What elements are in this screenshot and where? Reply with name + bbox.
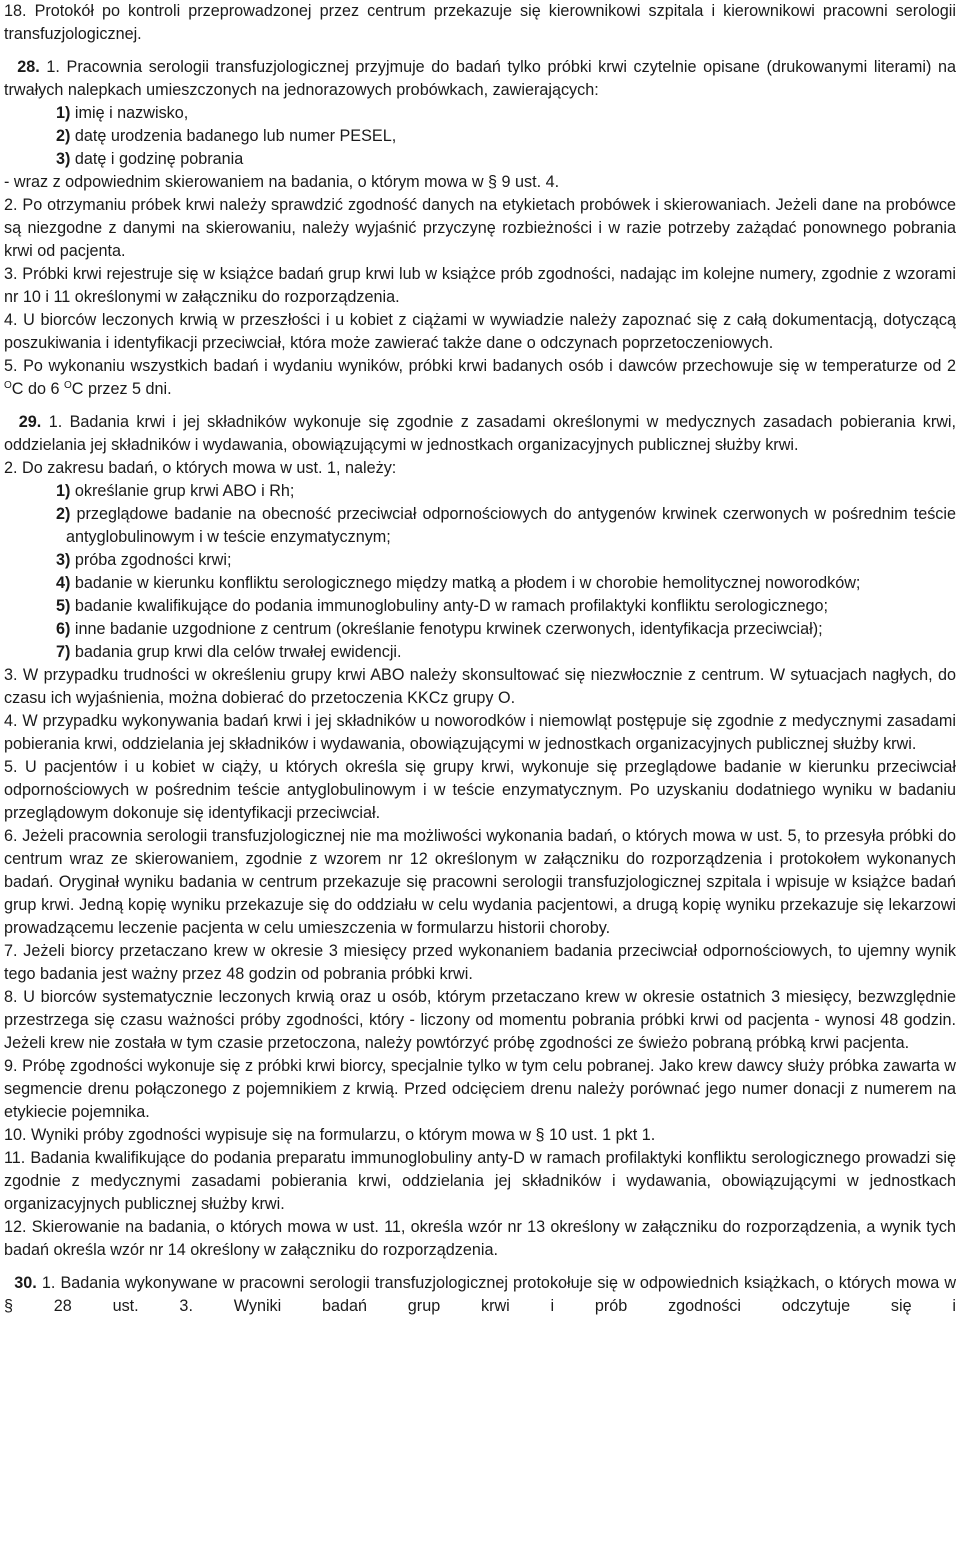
list-item xyxy=(4,102,956,125)
ust-tail: - wraz z odpowiednim skierowaniem na badania, o którym mowa w § 9 ust. 4. xyxy=(4,173,560,191)
section-30 xyxy=(4,1272,956,1318)
section-29-ust-5: 5. U pacjentów i u kobiet w ciąży, u których określa się grupy krwi, wykonuje się przeglądowe badanie w kierunku przeciwciał odpornościowych w pośrednim teście antyglobulinowym i w teście enzymatycznym. Po uzyskaniu dodatniego wyniku w badaniu przeglądowym dokonuje się identyfikacji przeciwciał. xyxy=(4,758,956,822)
list-item-text: badania grup krwi dla celów trwałej ewidencji. xyxy=(74,643,402,661)
list-item-number: 2) xyxy=(56,127,71,145)
paragraph-18 xyxy=(4,0,956,46)
list-item xyxy=(4,618,956,641)
ust-text: C przez 5 dni. xyxy=(71,380,172,398)
list-item xyxy=(4,503,956,549)
list-item-text: badanie kwalifikujące do podania immunoglobuliny anty-D w ramach profilaktyki konfliktu serologicznego; xyxy=(74,597,829,615)
degree-sup: O xyxy=(4,380,12,391)
ust-text: 5. Po wykonaniu wszystkich badań i wydaniu wyników, próbki krwi badanych osób i dawców przechowuje się w temperaturze od 2 xyxy=(4,357,956,375)
section-29-ust-11: 11. Badania kwalifikujące do podania preparatu immunoglobuliny anty-D w ramach profilaktyki konfliktu serologicznego prowadzi się zgodnie z medycznymi zasadami pobierania krwi, oddzielania jej składników i wydawania, obowiązującymi w jednostkach organizacyjnych publicznej służby krwi. xyxy=(4,1149,956,1213)
section-28-ust-4: 4. U biorców leczonych krwią w przeszłości i u kobiet z ciążami w wywiadzie należy zapoznać się z całą dokumentacją, dotyczącą poszukiwania i identyfikacji przeciwciał, która może zawierać także dane o odczynach poprzetoczeniowych. xyxy=(4,311,956,352)
section-28-ust-2: 2. Po otrzymaniu próbek krwi należy sprawdzić zgodność danych na etykietach probówek i skierowaniach. Jeżeli dane na probówce są niezgodne z danymi na skierowaniu, należy wyjaśnić przyczynę rozbieżności i w razie potrzeby zażądać ponownego pobrania krwi od pacjenta. xyxy=(4,196,956,260)
list-item-text: badanie w kierunku konfliktu serologicznego między matką a płodem i w chorobie hemolitycznej noworodków; xyxy=(74,574,861,592)
list-item-number: 3) xyxy=(56,551,71,569)
section-29-ust-12: 12. Skierowanie na badania, o których mowa w ust. 11, określa wzór nr 13 określony w załączniku do rozporządzenia, a wynik tych badań określa wzór nr 14 określony w załączniku do rozporządzenia. xyxy=(4,1218,956,1259)
section-text: Protokół po kontroli przeprowadzonej przez centrum przekazuje się kierownikowi szpitala i kierownikowi pracowni serologii transfuzjologicznej. xyxy=(4,2,956,43)
section-29-ust-2: 2. Do zakresu badań, o których mowa w ust. 1, należy: xyxy=(4,459,397,477)
section-28-ust-1 xyxy=(4,56,956,102)
list-item-text: datę i godzinę pobrania xyxy=(74,150,244,168)
ust-number: 1. xyxy=(41,1274,56,1292)
section-number: 28. xyxy=(17,58,40,76)
ust-number: 1. xyxy=(48,413,63,431)
section-number: 30. xyxy=(14,1274,37,1292)
list-item-number: 1) xyxy=(56,482,71,500)
section-28-ust-3: 3. Próbki krwi rejestruje się w książce badań grup krwi lub w książce prób zgodności, nadając im kolejne numery, zgodnie z wzorami nr 10 i 11 określonymi w załączniku do rozporządzenia. xyxy=(4,265,956,306)
list-item-text: datę urodzenia badanego lub numer PESEL, xyxy=(74,127,397,145)
degree-sup: O xyxy=(63,380,72,391)
section-29 xyxy=(4,411,956,1262)
list-item xyxy=(4,595,956,618)
list-item-number: 2) xyxy=(56,505,71,523)
section-29-ust-8: 8. U biorców systematycznie leczonych krwią oraz u osób, którym przetaczano krew w okresie ostatnich 3 miesięcy, bezwzględnie przestrzega się czasu ważności próby zgodności, który - liczony od momentu pobrania próbki krwi od pacjenta - wynosi 48 godzin. Jeżeli krew nie została w tym czasie przetoczona, należy powtórzyć próbę zgodności ze świeżo pobraną próbką krwi pacjenta. xyxy=(4,988,956,1052)
list-item-text: imię i nazwisko, xyxy=(74,104,189,122)
ust-text: C do 6 xyxy=(11,380,60,398)
list-item-number: 6) xyxy=(56,620,71,638)
ust-text: Pracownia serologii transfuzjologicznej przyjmuje do badań tylko próbki krwi czytelnie opisane (drukowanymi literami) na trwałych nalepkach umieszczonych na jednorazowych probówkach, zawierających: xyxy=(4,58,957,99)
ust-text: Badania wykonywane w pracowni serologii transfuzjologicznej protokołuje się w odpowiednich książkach, o których mowa w § 28 ust. 3. Wyniki badań grup krwi i prób zgodności odczytuje się i xyxy=(4,1274,957,1315)
section-29-ust-4: 4. W przypadku wykonywania badań krwi i jej składników u noworodków i niemowląt postępuje się zgodnie z medycznymi zasadami pobierania krwi, oddzielania jej składników i wydawania, obowiązującymi w jednostkach organizacyjnych publicznej służby krwi. xyxy=(4,712,956,753)
section-29-ust-6: 6. Jeżeli pracownia serologii transfuzjologicznej nie ma możliwości wykonania badań, o których mowa w ust. 5, to przesyła próbki do centrum wraz ze skierowaniem, zgodnie z wzorem nr 12 określonym w załączniku do rozporządzenia i protokołem wykonanych badań. Oryginał wyniku badania w centrum przekazuje się pracowni serologii transfuzjologicznej szpitala i wpisuje w książce badań grup krwi. Jedną kopię wyniku przekazuje się do oddziału w celu wydania pacjentowi, a drugą kopię wyniku przekazuje się lekarzowi prowadzącemu leczenie pacjenta w celu umieszczenia w formularzu historii choroby. xyxy=(4,827,956,937)
ust-number: 1. xyxy=(46,58,60,76)
list-item-number: 1) xyxy=(56,104,71,122)
list-item-number: 5) xyxy=(56,597,71,615)
list-item xyxy=(4,125,956,148)
list-item xyxy=(4,480,956,503)
list-item-number: 4) xyxy=(56,574,71,592)
list-item xyxy=(4,572,956,595)
section-number: 29. xyxy=(18,413,42,431)
list-item-text: inne badanie uzgodnione z centrum (określanie fenotypu krwinek czerwonych, identyfikacja przeciwciał); xyxy=(74,620,823,638)
list-item-text: przeglądowe badanie na obecność przeciwciał odpornościowych do antygenów krwinek czerwonych w pośrednim teście antyglobulinowym i w teście enzymatycznym; xyxy=(66,505,956,546)
section-29-ust-10: 10. Wyniki próby zgodności wypisuje się na formularzu, o którym mowa w § 10 ust. 1 pkt 1. xyxy=(4,1126,656,1144)
list-item-number: 7) xyxy=(56,643,71,661)
list-item-number: 3) xyxy=(56,150,71,168)
section-28 xyxy=(4,56,956,401)
section-29-ust-1 xyxy=(4,411,956,457)
section-number: 18. xyxy=(4,2,27,20)
section-29-ust-9: 9. Próbę zgodności wykonuje się z próbki krwi biorcy, specjalnie tylko w tym celu pobranej. Jako krew dawcy służy próbka zawarta w segmencie drenu połączonego z pojemnikiem z krwią. Przed odcięciem drenu należy porównać jego numer donacji z numerem na etykiecie pojemnika. xyxy=(4,1057,956,1121)
list-item xyxy=(4,148,956,171)
section-29-ust-7: 7. Jeżeli biorcy przetaczano krew w okresie 3 miesięcy przed wykonaniem badania przeciwciał odpornościowych, to ujemny wynik tego badania jest ważny przez 48 godzin od pobrania próbki krwi. xyxy=(4,942,956,983)
list-item-text: określanie grup krwi ABO i Rh; xyxy=(74,482,295,500)
section-30-ust-1 xyxy=(4,1272,956,1318)
list-item xyxy=(4,641,956,664)
ust-text: Badania krwi i jej składników wykonuje się zgodnie z zasadami określonymi w medycznych zasadach pobierania krwi, oddzielania jej składników i wydawania, obowiązującymi w jednostkach organizacyjnych publicznej służby krwi. xyxy=(4,413,956,454)
list-item-text: próba zgodności krwi; xyxy=(74,551,232,569)
section-28-ust-5 xyxy=(4,355,956,401)
section-29-ust-3: 3. W przypadku trudności w określeniu grupy krwi ABO należy skonsultować się niezwłocznie z centrum. W sytuacjach nagłych, do czasu ich wyjaśnienia, można dobierać do przetoczenia KKCz grupy O. xyxy=(4,666,956,707)
list-item xyxy=(4,549,956,572)
document-page xyxy=(4,0,956,1318)
